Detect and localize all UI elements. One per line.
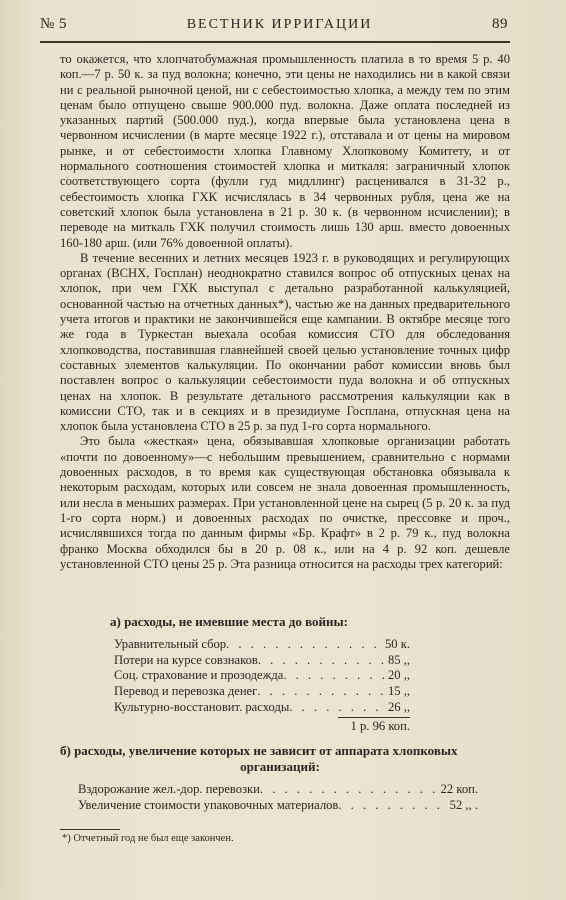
section-a-heading: а) расходы, не имевшие места до войны: <box>110 614 348 629</box>
body-text <box>60 52 510 572</box>
item-value: 50 к. <box>384 637 410 651</box>
list-item <box>114 700 410 716</box>
item-value: 52 ,, . <box>449 797 478 812</box>
item-label: Потери на курсе совзнаков <box>114 652 258 667</box>
paragraph: Это была «жесткая» цена, обязывавшая хлопковые организации работать «почти по довоенному»—с небольшим превышением, сравнительно с нормами довоенных расходов, в то время как существующая обстановка обязывала к некоторым расходам, которых или совсем не знала довоенная промышленность, или несла в меньших размерах. При установленной цене на сырец (5 р. 20 к. за пуд 1-го сорта норм.) и довоенных расходах по очистке, прессовке и проч., исчислявшихся тогда по данным фирмы «Бр. Крафт» в 2 р. 79 к., пуд волокна франко Москва обходился бы в 20 р. 08 к., или на 4 р. 92 коп. дешевле установленной СТО цены 25 р. Эта разница относится на расходы трех категорий: <box>60 434 510 571</box>
section-b-heading-line2: организаций: <box>240 759 320 774</box>
page-number: 89 <box>492 16 508 32</box>
leader-dots <box>226 637 383 653</box>
list-item <box>78 798 478 814</box>
list-item <box>114 637 410 653</box>
item-label: Вздорожание жел.-дор. перевозки <box>78 782 260 796</box>
item-label: Перевод и перевозка денег <box>114 684 258 699</box>
item-value: 15 ,, <box>387 684 410 699</box>
leader-dots <box>283 668 386 684</box>
section-b-heading <box>60 743 500 775</box>
item-value: 85 ,, <box>387 652 410 667</box>
leader-dots <box>289 700 386 716</box>
item-label: Уравнительный сбор <box>114 637 227 651</box>
leader-dots <box>258 653 386 669</box>
header-rule <box>40 41 510 43</box>
section-b-list <box>78 782 478 813</box>
item-label: Культурно-восстановит. расходы <box>114 699 290 714</box>
footnote: *) Отчетный год не был еще закончен. <box>62 833 234 844</box>
paragraph: то окажется, что хлопчатобумажная промышленность платила в то время 5 р. 40 коп.—7 р. 50 к. за пуд волокна; конечно, эти цены не находились ни в какой связи ни с реальной рыночной ценой, ни с себестоимостью хлопка, а между тем по этим ценам было отпущено свыше 900.000 пуд. волокна. Даже оплата последней из указанных партий (500.000 пуд.), когда впервые была установлена цена в червонном исчислении (в марте месяце 1922 г.), отставала и от цены на мировом рынке, и от себестоимости хлопка Главному Хлопковому Комитету, и от нормального соотношения стоимостей хлопка и миткаля: заграничный хлопок соответствующего сорта (фулли гуд мидллинг) расценивался в 31-32 р., себестоимость хлопка ГХК исчислялась в 34 червонных рубля, цена же на советский хлопок была установлена в 21 р. 30 к. (в червонном исчислении); в переводе на миткаль ГХК получил стоимость лишь 130 арш. вместо довоенных 160-180 арш. (или 76% довоенной оплаты). <box>60 52 510 250</box>
item-label: Увеличение стоимости упаковочных материалов <box>78 797 339 812</box>
total-rule <box>338 717 410 718</box>
leader-dots <box>260 782 439 798</box>
list-item <box>114 668 410 684</box>
leader-dots <box>257 684 386 700</box>
list-item <box>114 653 410 669</box>
page-header <box>40 16 508 40</box>
list-item <box>78 782 478 798</box>
section-a-total: 1 р. 96 коп. <box>350 719 410 733</box>
item-label: Соц. страхование и прозодежда <box>114 668 284 683</box>
leader-dots <box>338 798 447 814</box>
footnote-rule <box>60 829 120 830</box>
list-item <box>114 684 410 700</box>
item-value: 22 коп. <box>440 782 478 796</box>
section-a-list <box>114 637 410 716</box>
issue-number: № 5 <box>40 16 68 32</box>
item-value: 20 ,, <box>387 668 410 683</box>
item-value: 26 ,, <box>387 699 410 714</box>
journal-title: ВЕСТНИК ИРРИГАЦИИ <box>186 17 373 32</box>
section-b-heading-line1: б) расходы, увеличение которых не зависит от аппарата хлопковых <box>60 743 458 758</box>
paragraph: В течение весенних и летних месяцев 1923 г. в руководящих и регулирующих органах (ВСНХ, Госплан) неоднократно ставился вопрос об отпускных ценах на хлопок, при чем ГХК выступал с детально разработанной калькуляцией, основанной частью на отчетных данных*), частью же на данных предварительного учета итогов и практики не закончившейся еще кампании. В октябре месяце того же года в Туркестан выехала особая комиссия СТО для обследования хлопководства, поставившая главнейшей своей целью установление точных цифр составных элементов калькуляции. По окончании работ комиссии вновь был поставлен вопрос о калькуляции себестоимости пуда волокна и об отпускных ценах на хлопок. В результате детального рассмотрения калькуляции как в комиссии СТО, так и в секциях и в президиуме Госплана, отпускная цена на хлопок была установлена СТО в 25 р. за пуд 1-го сорта нормального. <box>60 250 510 434</box>
